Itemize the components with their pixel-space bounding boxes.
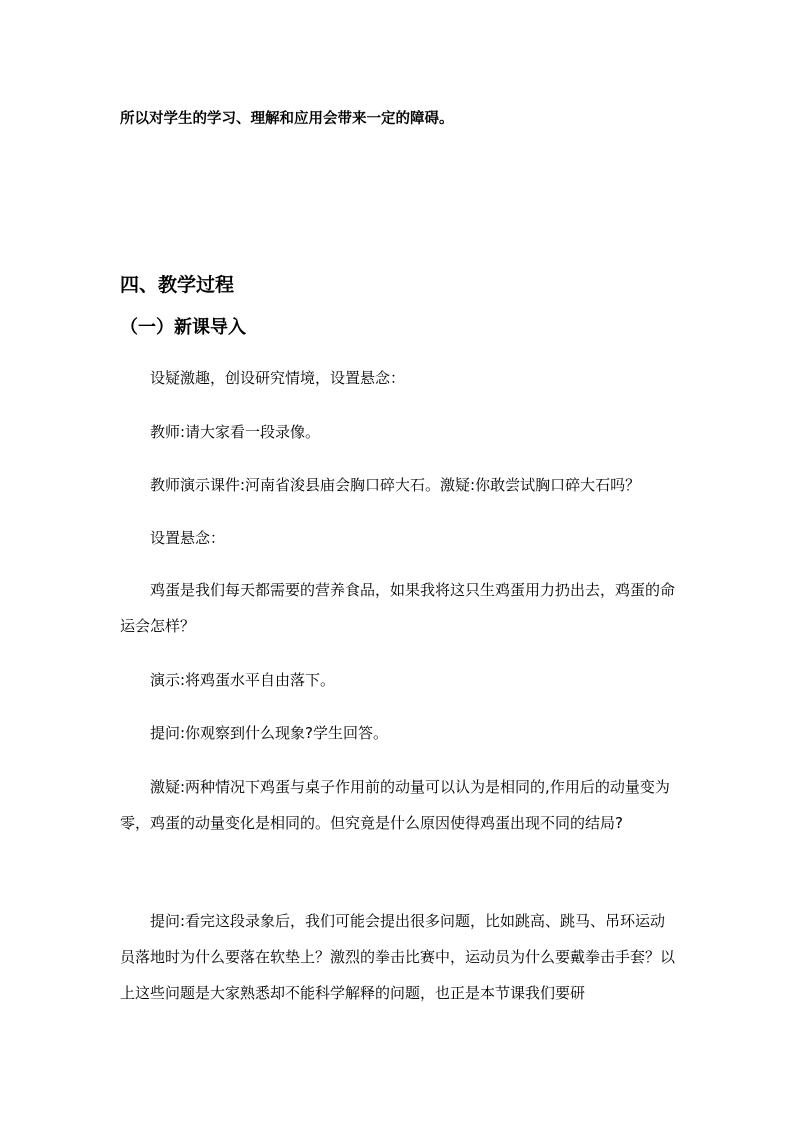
paragraph-9: 提问:看完这段录象后，我们可能会提出很多问题，比如跳高、跳马、吊环运动员落地时为什么要落在软垫上？激烈的拳击比赛中，运动员为什么要戴拳击手套？以上这些问题是大家熟悉却不能科学解释的问题，也正是本节课我们要研 (120, 912, 676, 1002)
paragraph-8: 激疑:两种情况下鸡蛋与桌子作用前的动量可以认为是相同的,作用后的动量变为零，鸡蛋的动量变化是相同的。但究竟是什么原因使得鸡蛋出现不同的结局? (120, 778, 670, 832)
paragraph-3: 教师演示课件:河南省浚县庙会胸口碎大石。激疑:你敢尝试胸口碎大石吗？ (150, 476, 641, 494)
section-heading: 四、教学过程 (120, 274, 235, 296)
paragraph-1: 设疑激趣，创设研究情境，设置悬念： (150, 369, 406, 387)
paragraph-2: 教师:请大家看一段录像。 (150, 423, 321, 441)
intro-line: 所以对学生的学习、理解和应用会带来一定的障碍。 (120, 111, 454, 127)
paragraph-5: 鸡蛋是我们每天都需要的营养食品，如果我将这只生鸡蛋用力扔出去，鸡蛋的命运会怎样？ (120, 581, 676, 635)
subsection-heading: （一）新课导入 (120, 317, 246, 338)
paragraph-6: 演示:将鸡蛋水平自由落下。 (150, 671, 336, 689)
paragraph-4: 设置悬念： (150, 529, 226, 547)
paragraph-7: 提问:你观察到什么现象?学生回答。 (150, 724, 389, 742)
